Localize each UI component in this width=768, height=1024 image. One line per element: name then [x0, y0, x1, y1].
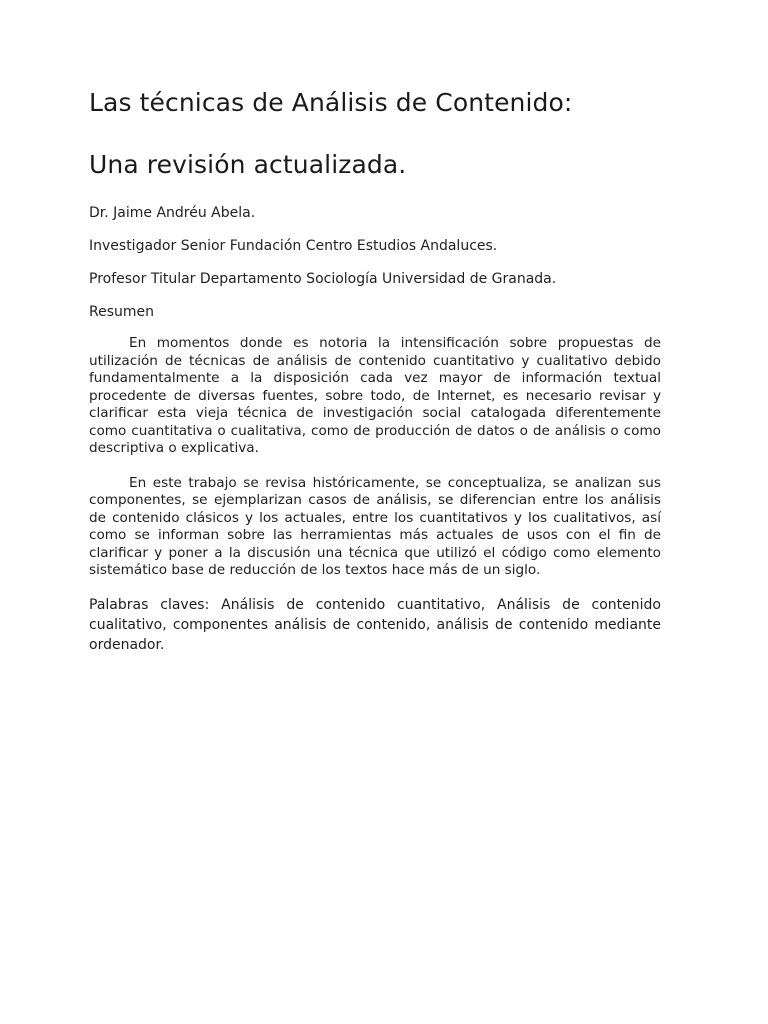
author-affiliation-1: Investigador Senior Fundación Centro Estudios Andaluces.: [89, 238, 498, 254]
author-affiliation-2: Profesor Titular Departamento Sociología Universidad de Granada.: [89, 271, 557, 287]
keywords: Palabras claves: Análisis de contenido cuantitativo, Análisis de contenido cualitativo, componentes análisis de contenido, análisis de contenido mediante ordenador.: [89, 596, 661, 653]
abstract-paragraph-1: En momentos donde es notoria la intensificación sobre propuestas de utilización de técnicas de análisis de contenido cuantitativo y cualitativo debido fundamentalmente a la disposición cada vez mayor de información textual procedente de diversas fuentes, sobre todo, de Internet, es necesario revisar y clarificar esta vieja técnica de investigación social catalogada diferentemente como cuantitativa o cualitativa, como de producción de datos o de análisis o como descriptiva o explicativa.: [89, 335, 661, 456]
author-name: Dr. Jaime Andréu Abela.: [89, 205, 256, 221]
abstract-heading: Resumen: [89, 304, 155, 320]
title-line-2: Una revisión actualizada.: [89, 150, 407, 179]
title-line-1: Las técnicas de Análisis de Contenido:: [89, 88, 573, 117]
abstract-paragraph-2: En este trabajo se revisa históricamente, se conceptualiza, se analizan sus componentes, se ejemplarizan casos de análisis, se diferencian entre los análisis de contenido clásicos y los actuales, entre los cuantitativos y los cualitativos, así como se informan sobre las herramientas más actuales de usos con el fin de clarificar y poner a la discusión una técnica que utilizó el código como elemento sistemático base de reducción de los textos hace más de un siglo.: [89, 474, 661, 578]
document-content: [89, 86, 661, 655]
